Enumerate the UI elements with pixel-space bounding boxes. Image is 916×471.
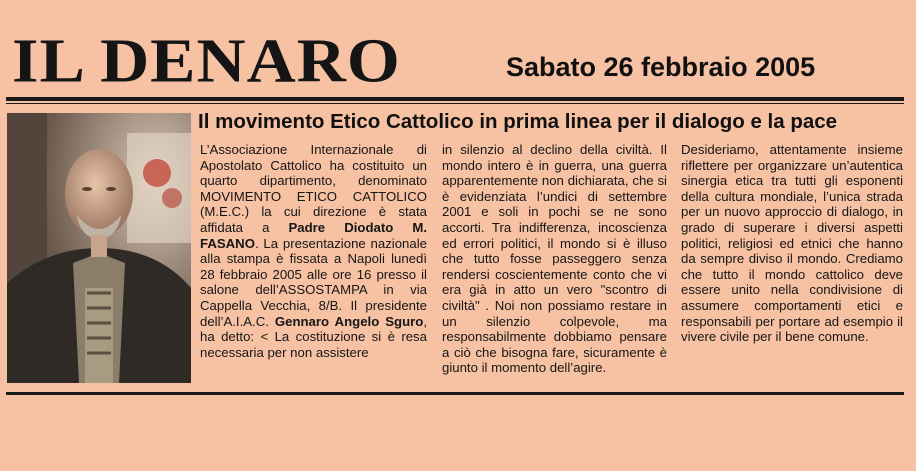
priest-photo [7,113,191,383]
article-column-2 [442,142,667,376]
top-rule-thin [6,103,904,104]
article-column-1 [200,142,427,360]
publication-date: Sabato 26 febbraio 2005 [506,52,816,82]
col1-text-3: , ha detto: < La costituzione si è resa necessaria per non assistere [200,313,427,360]
bottom-rule [6,392,904,395]
col3-text: Desideriamo, attentamente insieme riflettere per organizzare un’autentica sinergia etica tra tutti gli esponenti della cultura mondiale, l’unica strada per un nuovo approccio di dialogo, in grado di superare i diversi aspetti politici, religiosi ed etnici che hanno da sempre diviso il mondo. Crediamo che tutto il mondo cattolico deve essere unito nella condivisione di assumere comportamenti etici e responsabili per portare ad esempio il vivere civile per il bene comune. [681,142,903,345]
article-headline: Il movimento Etico Cattolico in prima linea per il dialogo e la pace [198,110,838,133]
col2-text: in silenzio al declino della civiltà. Il mondo intero è in guerra, una guerra apparentemente non dichiarata, che si è evidenziata l’undici di settembre 2001 e soli in pochi se ne sono accorti. Tra indifferenza, incoscienza ed errori politici, il mondo si è illuso che tutto fosse passeggero senza rendersi coscientemente conto che vi era già in atto un vero "scontro di civiltà" . Noi non possiamo restare in un silenzio colpevole, ma responsabilmente dobbiamo pensare a ciò che bisogna fare, sicuramente è giunto il momento dell’agire. [442,142,667,376]
top-rule-thick [6,97,904,101]
col1-text-2: . La presentazione nazionale alla stampa è fissata a Napoli lunedì 28 febbraio 2005 alle ore 16 presso il salone dell’ASSOSTAMPA in via Cappella Vecchia, 8/B. Il presidente dell’A.I.A.C. [200,235,427,329]
col1-text-1: L’Associazione Internazionale di Apostolato Cattolico ha costituito un quarto dipartimento, denominato MOVIMENTO ETICO CATTOLICO (M.E.C.) la cui direzione è stata affidata a [200,142,427,235]
col1-name-sguro: Gennaro Angelo Sguro [274,313,424,329]
col1-name-fasano: Padre Diodato M. FASANO [200,219,427,251]
article-column-3 [681,142,903,345]
newspaper-masthead: IL DENARO [12,25,401,96]
